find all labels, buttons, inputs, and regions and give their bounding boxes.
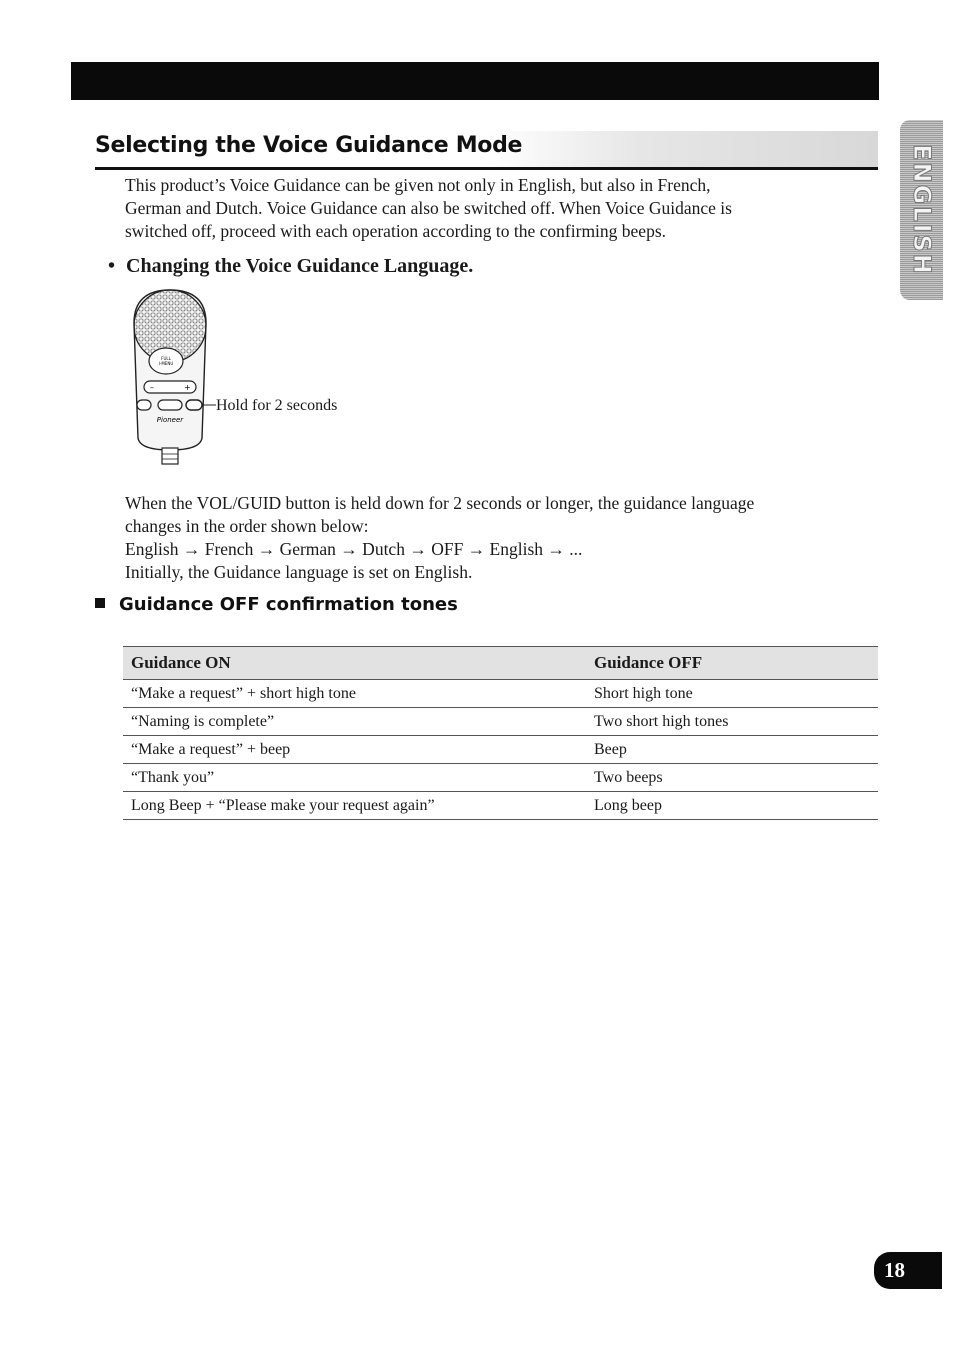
language-heading-text: Changing the Voice Guidance Language. <box>126 255 474 277</box>
side-tab-label: ENGLISH <box>907 144 936 276</box>
table-row <box>123 680 878 708</box>
section-title-bar <box>95 131 878 170</box>
tones-table <box>123 646 878 820</box>
table-row <box>123 736 878 764</box>
guidance-on-cell: “Make a request” + short high tone <box>123 680 586 708</box>
guidance-off-cell: Two short high tones <box>586 708 878 736</box>
language-sequence: English → French → German → Dutch → OFF → English → ... <box>125 539 583 559</box>
table-row <box>123 708 878 736</box>
section-title: Selecting the Voice Guidance Mode <box>95 133 523 158</box>
column-header-guidance-off: Guidance OFF <box>586 647 878 680</box>
svg-text:–: – <box>150 383 154 392</box>
guidance-on-cell: “Thank you” <box>123 764 586 792</box>
language-paragraph <box>125 492 754 584</box>
language-line: When the VOL/GUID button is held down for 2 seconds or longer, the guidance language <box>125 493 755 513</box>
remote-controller-illustration <box>120 288 220 468</box>
guidance-on-cell: Long Beep + “Please make your request again” <box>123 792 586 820</box>
intro-line: German and Dutch. Voice Guidance can also be switched off. When Voice Guidance is <box>125 198 732 218</box>
callout-label: Hold for 2 seconds <box>216 397 338 414</box>
table-row <box>123 764 878 792</box>
language-heading <box>108 255 473 278</box>
language-side-tab <box>900 120 943 300</box>
bullet-icon: • <box>108 255 116 277</box>
column-header-guidance-on: Guidance ON <box>123 647 586 680</box>
guidance-off-cell: Long beep <box>586 792 878 820</box>
intro-line: switched off, proceed with each operation according to the confirming beeps. <box>125 221 667 241</box>
guidance-off-cell: Beep <box>586 736 878 764</box>
language-line: changes in the order shown below: <box>125 516 369 536</box>
guidance-on-cell: “Naming is complete” <box>123 708 586 736</box>
page-number: 18 <box>874 1252 942 1289</box>
guidance-off-cell: Short high tone <box>586 680 878 708</box>
table-header-row <box>123 647 878 680</box>
intro-paragraph <box>125 174 732 243</box>
tones-heading <box>95 594 458 615</box>
svg-text:+: + <box>184 383 191 392</box>
square-bullet-icon <box>95 598 105 608</box>
tones-heading-text: Guidance OFF confirmation tones <box>119 594 458 615</box>
device-brand: Pioneer <box>156 416 184 424</box>
language-line: Initially, the Guidance language is set on English. <box>125 562 473 582</box>
header-bar <box>71 62 879 100</box>
guidance-on-cell: “Make a request” + beep <box>123 736 586 764</box>
intro-line: This product’s Voice Guidance can be given not only in English, but also in French, <box>125 175 711 195</box>
table-row <box>123 792 878 820</box>
svg-text:FULL: FULL <box>161 356 171 361</box>
svg-text:I-MENU: I-MENU <box>158 361 174 366</box>
guidance-off-cell: Two beeps <box>586 764 878 792</box>
